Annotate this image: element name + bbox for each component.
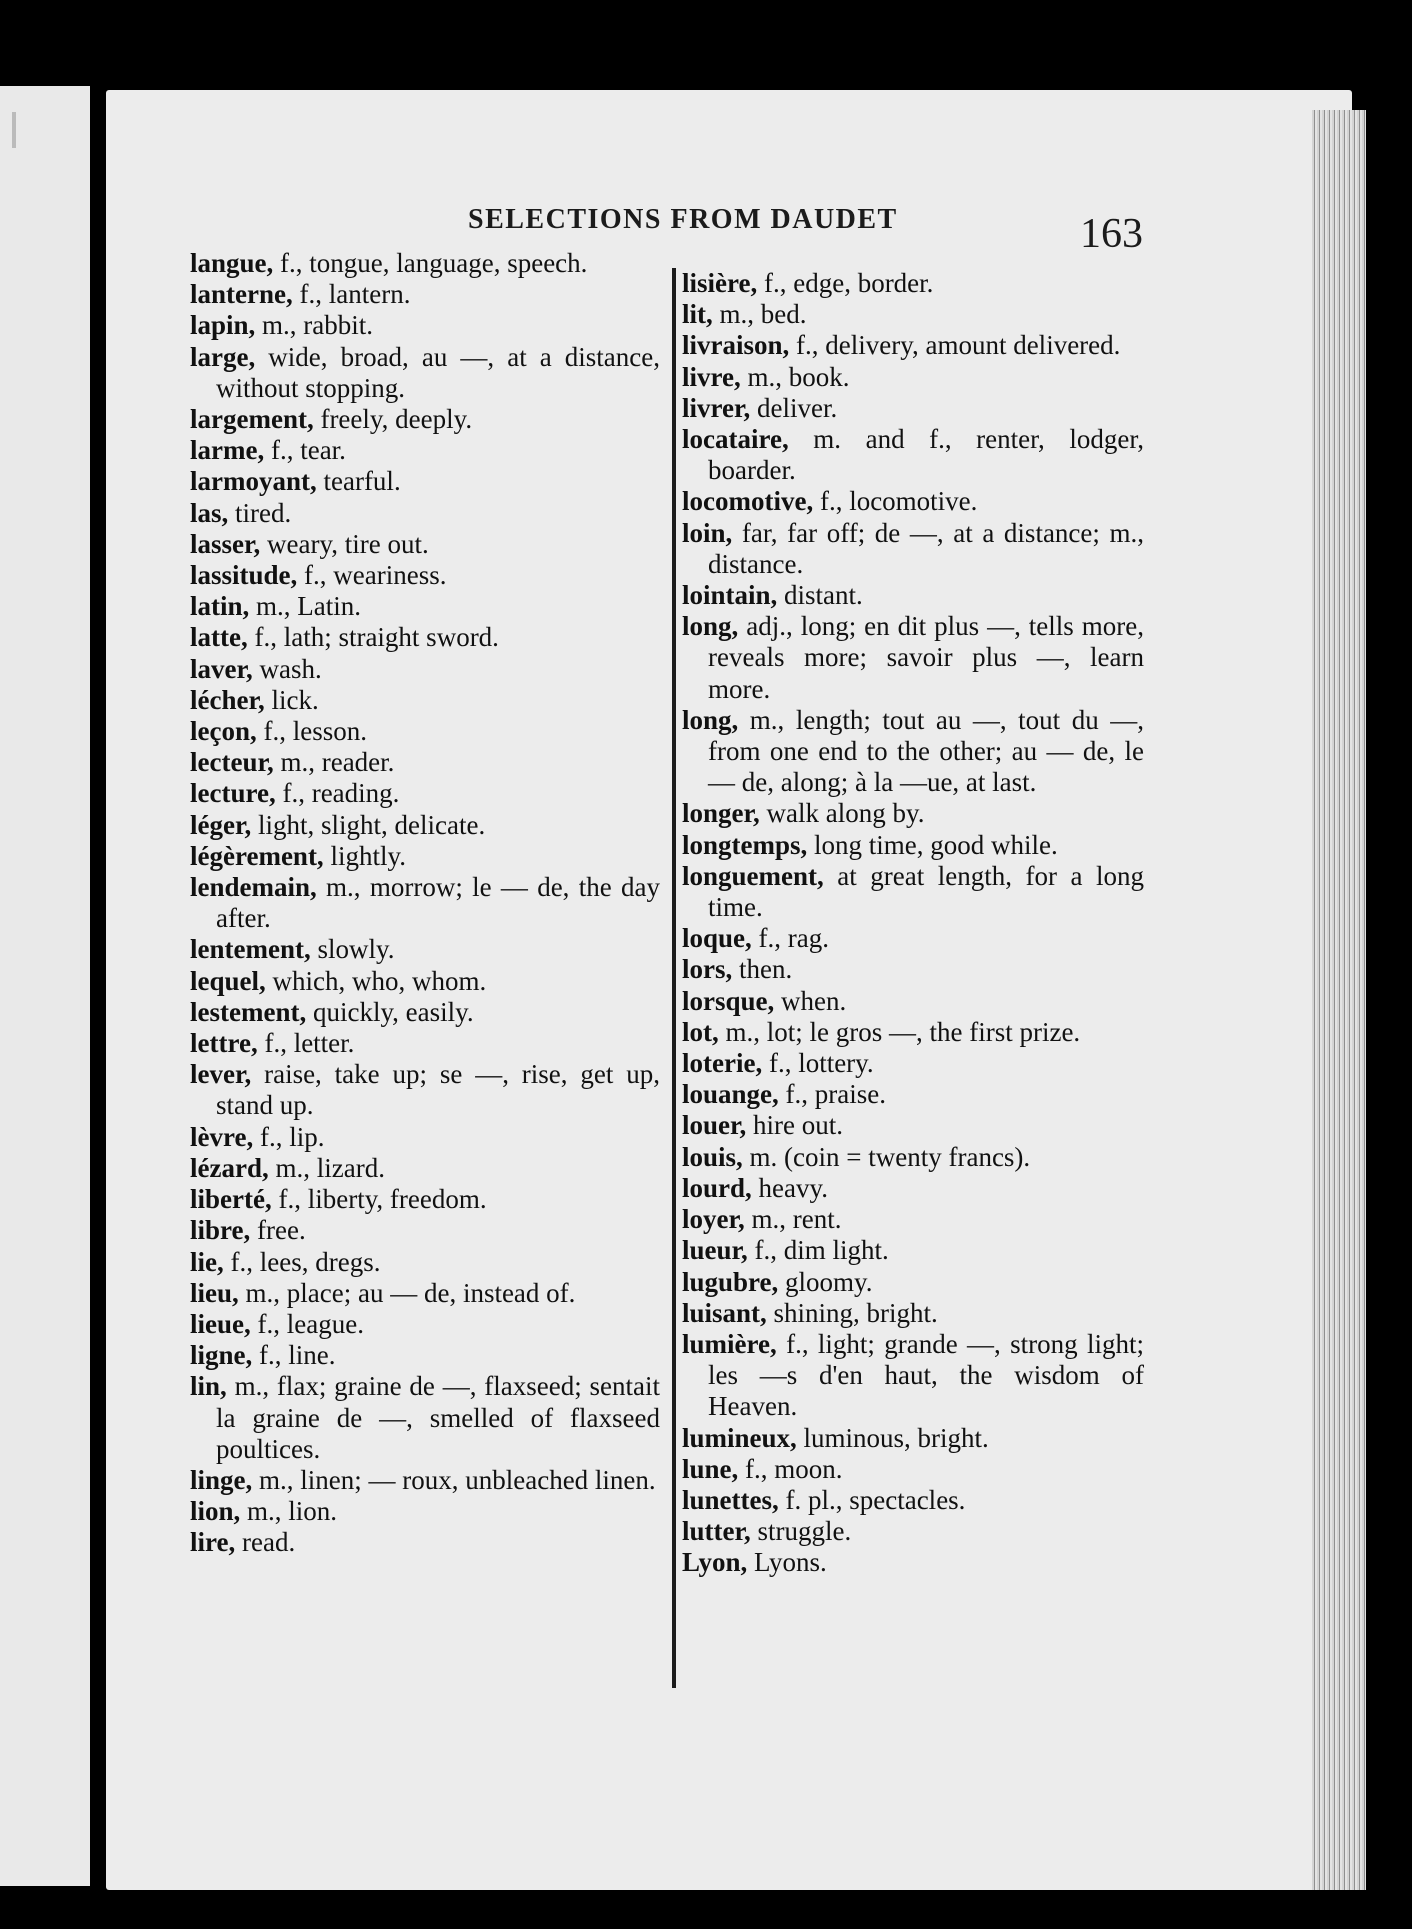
- entry-headword: lutter,: [682, 1516, 751, 1547]
- entry-definition: when.: [774, 985, 847, 1016]
- entry-definition: f. pl., spectacles.: [778, 1484, 966, 1515]
- glossary-entry: [682, 1267, 1144, 1298]
- glossary-entry: [682, 299, 1144, 330]
- glossary-entry: [190, 1028, 660, 1059]
- entry-definition: f., rag.: [751, 923, 829, 954]
- entry-headword: longuement,: [682, 860, 824, 891]
- entry-definition: m., Latin.: [249, 591, 361, 622]
- glossary-entry: [682, 923, 1144, 954]
- entry-definition: wide, broad, au —, at a distance, without stopping.: [216, 341, 660, 403]
- glossary-entry: [682, 1516, 1144, 1547]
- entry-definition: far, far off; de —, at a distance; m., distance.: [708, 517, 1144, 579]
- entry-headword: linge,: [190, 1464, 253, 1495]
- glossary-column-left: [190, 248, 660, 1559]
- glossary-entry: [190, 560, 660, 591]
- glossary-entry: [190, 841, 660, 872]
- entry-definition: freely, deeply.: [313, 404, 473, 435]
- entry-definition: m., rabbit.: [255, 310, 374, 341]
- entry-headword: lecture,: [190, 778, 276, 809]
- entry-headword: lieue,: [190, 1308, 251, 1339]
- entry-headword: lanterne,: [190, 279, 293, 310]
- glossary-entry: [190, 248, 660, 279]
- entry-definition: lick.: [264, 684, 319, 715]
- entry-headword: lieu,: [190, 1277, 239, 1308]
- column-divider: [672, 268, 676, 1688]
- glossary-entry: [682, 362, 1144, 393]
- glossary-entry: [190, 1496, 660, 1527]
- entry-definition: f., reading.: [275, 778, 400, 809]
- entry-headword: largement,: [190, 404, 314, 435]
- glossary-entry: [190, 934, 660, 965]
- entry-headword: liberté,: [190, 1184, 272, 1215]
- entry-definition: lightly.: [323, 840, 406, 871]
- entry-definition: m., length; tout au —, tout du —, from one end to the other; au — de, le — de, along; à la —ue, at last.: [708, 704, 1144, 798]
- entry-definition: m., rent.: [744, 1204, 842, 1235]
- entry-definition: heavy.: [751, 1172, 828, 1203]
- entry-headword: lunettes,: [682, 1484, 779, 1515]
- entry-headword: longtemps,: [682, 829, 808, 860]
- glossary-entry: [682, 611, 1144, 705]
- glossary-entry: [682, 1485, 1144, 1516]
- entry-definition: luminous, bright.: [796, 1422, 989, 1453]
- glossary-entry: [190, 1340, 660, 1371]
- entry-definition: quickly, easily.: [306, 996, 474, 1027]
- entry-definition: m., place; au — de, instead of.: [238, 1277, 576, 1308]
- entry-headword: latin,: [190, 591, 250, 622]
- entry-definition: f., locomotive.: [813, 486, 978, 517]
- entry-headword: lecteur,: [190, 747, 274, 778]
- entry-headword: laver,: [190, 653, 253, 684]
- entry-definition: f., league.: [250, 1308, 364, 1339]
- entry-definition: f., praise.: [778, 1079, 886, 1110]
- entry-headword: lie,: [190, 1246, 224, 1277]
- entry-definition: distant.: [777, 580, 863, 611]
- glossary-entry: [190, 778, 660, 809]
- entry-headword: lumière,: [682, 1328, 777, 1359]
- entry-definition: m., reader.: [273, 747, 395, 778]
- entry-headword: lapin,: [190, 310, 256, 341]
- entry-headword: Lyon,: [682, 1547, 748, 1578]
- glossary-entry: [682, 1079, 1144, 1110]
- glossary-column-right: [682, 268, 1144, 1579]
- glossary-entry: [682, 861, 1144, 923]
- glossary-entry: [190, 872, 660, 934]
- entry-headword: lueur,: [682, 1235, 748, 1266]
- entry-headword: libre,: [190, 1215, 251, 1246]
- entry-headword: lire,: [190, 1527, 236, 1558]
- entry-headword: ligne,: [190, 1340, 253, 1371]
- entry-headword: lin,: [190, 1371, 227, 1402]
- entry-headword: longer,: [682, 798, 760, 829]
- entry-definition: m., book.: [740, 361, 850, 392]
- entry-definition: wash.: [252, 653, 322, 684]
- glossary-entry: [190, 529, 660, 560]
- glossary-entry: [190, 1122, 660, 1153]
- entry-definition: Lyons.: [747, 1547, 827, 1578]
- glossary-entry: [682, 1423, 1144, 1454]
- glossary-entry: [190, 622, 660, 653]
- glossary-entry: [190, 966, 660, 997]
- entry-definition: deliver.: [750, 392, 838, 423]
- entry-definition: m. (coin = twenty francs).: [742, 1141, 1031, 1172]
- glossary-entry: [682, 1173, 1144, 1204]
- glossary-entry: [190, 1059, 660, 1121]
- entry-headword: lit,: [682, 299, 713, 330]
- entry-headword: louer,: [682, 1110, 747, 1141]
- glossary-entry: [190, 747, 660, 778]
- entry-headword: long,: [682, 704, 739, 735]
- glossary-entry: [190, 498, 660, 529]
- glossary-entry: [682, 1110, 1144, 1141]
- glossary-entry: [682, 330, 1144, 361]
- entry-definition: f., lip.: [253, 1121, 325, 1152]
- glossary-entry: [190, 1184, 660, 1215]
- entry-headword: lion,: [190, 1496, 241, 1527]
- glossary-entry: [682, 954, 1144, 985]
- entry-definition: which, who, whom.: [265, 965, 487, 996]
- glossary-entry: [682, 986, 1144, 1017]
- entry-definition: m., lion.: [240, 1496, 338, 1527]
- glossary-entry: [190, 1153, 660, 1184]
- glossary-entry: [682, 1329, 1144, 1423]
- entry-definition: f., edge, border.: [757, 268, 934, 298]
- glossary-entry: [682, 580, 1144, 611]
- glossary-entry: [682, 705, 1144, 799]
- glossary-entry: [190, 466, 660, 497]
- entry-headword: loyer,: [682, 1204, 745, 1235]
- entry-definition: f., liberty, freedom.: [271, 1184, 487, 1215]
- entry-definition: m., morrow; le — de, the day after.: [216, 872, 660, 934]
- entry-definition: free.: [250, 1215, 306, 1246]
- entry-headword: livraison,: [682, 330, 790, 361]
- entry-definition: f., moon.: [738, 1453, 843, 1484]
- entry-headword: latte,: [190, 622, 248, 653]
- entry-headword: lune,: [682, 1453, 739, 1484]
- glossary-entry: [190, 1278, 660, 1309]
- entry-definition: slowly.: [310, 934, 395, 965]
- entry-definition: f., lottery.: [762, 1048, 874, 1079]
- entry-definition: m., bed.: [712, 299, 807, 330]
- entry-headword: larmoyant,: [190, 466, 317, 497]
- glossary-entry: [682, 1298, 1144, 1329]
- entry-headword: langue,: [190, 248, 274, 278]
- entry-headword: lointain,: [682, 580, 778, 611]
- entry-headword: lendemain,: [190, 872, 317, 903]
- glossary-entry: [190, 342, 660, 404]
- entry-definition: m. and f., renter, lodger, boarder.: [708, 424, 1144, 486]
- entry-headword: luisant,: [682, 1297, 767, 1328]
- glossary-entry: [190, 1247, 660, 1278]
- entry-definition: hire out.: [746, 1110, 843, 1141]
- entry-definition: then.: [732, 954, 793, 985]
- entry-definition: f., tongue, language, speech.: [273, 248, 588, 278]
- entry-headword: lassitude,: [190, 560, 298, 591]
- glossary-entry: [682, 1454, 1144, 1485]
- entry-definition: long time, good while.: [807, 829, 1058, 860]
- entry-headword: loterie,: [682, 1048, 763, 1079]
- entry-headword: lors,: [682, 954, 733, 985]
- glossary-entry: [682, 1017, 1144, 1048]
- glossary-entry: [190, 997, 660, 1028]
- entry-headword: lever,: [190, 1059, 252, 1090]
- entry-headword: lestement,: [190, 996, 307, 1027]
- entry-definition: walk along by.: [759, 798, 925, 829]
- entry-headword: larme,: [190, 435, 265, 466]
- glossary-entry: [682, 1048, 1144, 1079]
- glossary-entry: [190, 685, 660, 716]
- glossary-entry: [190, 654, 660, 685]
- glossary-entry: [190, 435, 660, 466]
- entry-headword: large,: [190, 341, 256, 372]
- entry-headword: long,: [682, 611, 739, 642]
- entry-definition: gloomy.: [778, 1266, 873, 1297]
- entry-definition: f., light; grande —, strong light; les —s d'en haut, the wisdom of Heaven.: [708, 1328, 1144, 1422]
- entry-definition: f., delivery, amount delivered.: [789, 330, 1121, 361]
- entry-definition: m., lot; le gros —, the first prize.: [718, 1016, 1081, 1047]
- entry-headword: lugubre,: [682, 1266, 779, 1297]
- glossary-entry: [682, 1204, 1144, 1235]
- glossary-entry: [682, 1235, 1144, 1266]
- glossary-entry: [190, 1309, 660, 1340]
- entry-definition: f., lees, dregs.: [223, 1246, 381, 1277]
- entry-definition: m., flax; graine de —, flaxseed; sentait la graine de —, smelled of flaxseed poultices.: [216, 1371, 660, 1464]
- entry-headword: loin,: [682, 517, 733, 548]
- entry-definition: m., linen; — roux, unbleached linen.: [252, 1464, 656, 1495]
- entry-definition: f., dim light.: [747, 1235, 889, 1266]
- entry-definition: m., lizard.: [268, 1152, 385, 1183]
- entry-definition: at great length, for a long time.: [708, 860, 1144, 923]
- entry-definition: f., lantern.: [292, 279, 411, 310]
- entry-definition: f., line.: [252, 1340, 336, 1371]
- entry-definition: struggle.: [750, 1516, 852, 1547]
- glossary-entry: [190, 279, 660, 310]
- entry-definition: f., lesson.: [256, 716, 367, 747]
- glossary-entry: [190, 810, 660, 841]
- glossary-entry: [682, 268, 1144, 299]
- entry-headword: locataire,: [682, 424, 789, 455]
- entry-headword: livre,: [682, 361, 741, 392]
- glossary-entry: [190, 1527, 660, 1558]
- entry-headword: lentement,: [190, 934, 311, 965]
- entry-definition: light, slight, delicate.: [251, 809, 486, 840]
- page-number: 163: [1080, 211, 1143, 257]
- glossary-entry: [190, 716, 660, 747]
- entry-definition: f., letter.: [257, 1028, 355, 1059]
- glossary-entry: [682, 424, 1144, 486]
- entry-definition: f., lath; straight sword.: [247, 622, 499, 653]
- glossary-entry: [190, 1371, 660, 1465]
- page-stack-edge: [1312, 110, 1366, 1890]
- entry-headword: lourd,: [682, 1172, 752, 1203]
- entry-definition: f., tear.: [264, 435, 346, 466]
- glossary-entry: [190, 591, 660, 622]
- entry-definition: f., weariness.: [297, 560, 447, 591]
- glossary-entry: [682, 830, 1144, 861]
- glossary-entry: [682, 1547, 1144, 1578]
- glossary-entry: [190, 1215, 660, 1246]
- entry-headword: las,: [190, 497, 229, 528]
- entry-headword: lorsque,: [682, 985, 775, 1016]
- entry-headword: légèrement,: [190, 840, 324, 871]
- entry-headword: lequel,: [190, 965, 266, 996]
- entry-headword: lisière,: [682, 268, 758, 298]
- glossary-entry: [190, 1465, 660, 1496]
- entry-headword: lot,: [682, 1016, 719, 1047]
- glossary-entry: [682, 1142, 1144, 1173]
- entry-headword: lécher,: [190, 684, 265, 715]
- entry-headword: louange,: [682, 1079, 779, 1110]
- entry-headword: lasser,: [190, 528, 261, 559]
- running-header: SELECTIONS FROM DAUDET: [468, 204, 898, 235]
- glossary-entry: [190, 404, 660, 435]
- entry-headword: lèvre,: [190, 1121, 254, 1152]
- entry-definition: read.: [235, 1527, 296, 1558]
- glossary-entry: [682, 798, 1144, 829]
- entry-headword: lettre,: [190, 1028, 258, 1059]
- left-page-mark: [12, 112, 16, 148]
- entry-definition: adj., long; en dit plus —, tells more, reveals more; savoir plus —, learn more.: [708, 611, 1144, 704]
- entry-headword: lézard,: [190, 1152, 269, 1183]
- entry-definition: raise, take up; se —, rise, get up, stand up.: [216, 1059, 660, 1121]
- entry-headword: louis,: [682, 1141, 743, 1172]
- glossary-entry: [682, 486, 1144, 517]
- entry-headword: livrer,: [682, 392, 751, 423]
- entry-headword: léger,: [190, 809, 252, 840]
- left-page-edge: [0, 86, 90, 1886]
- entry-definition: tearful.: [316, 466, 401, 497]
- glossary-entry: [190, 310, 660, 341]
- glossary-entry: [682, 393, 1144, 424]
- entry-headword: lumineux,: [682, 1422, 797, 1453]
- entry-headword: loque,: [682, 923, 752, 954]
- entry-headword: leçon,: [190, 716, 257, 747]
- entry-definition: weary, tire out.: [260, 528, 429, 559]
- entry-definition: tired.: [228, 497, 292, 528]
- entry-definition: shining, bright.: [766, 1297, 938, 1328]
- entry-headword: locomotive,: [682, 486, 814, 517]
- glossary-entry: [682, 518, 1144, 580]
